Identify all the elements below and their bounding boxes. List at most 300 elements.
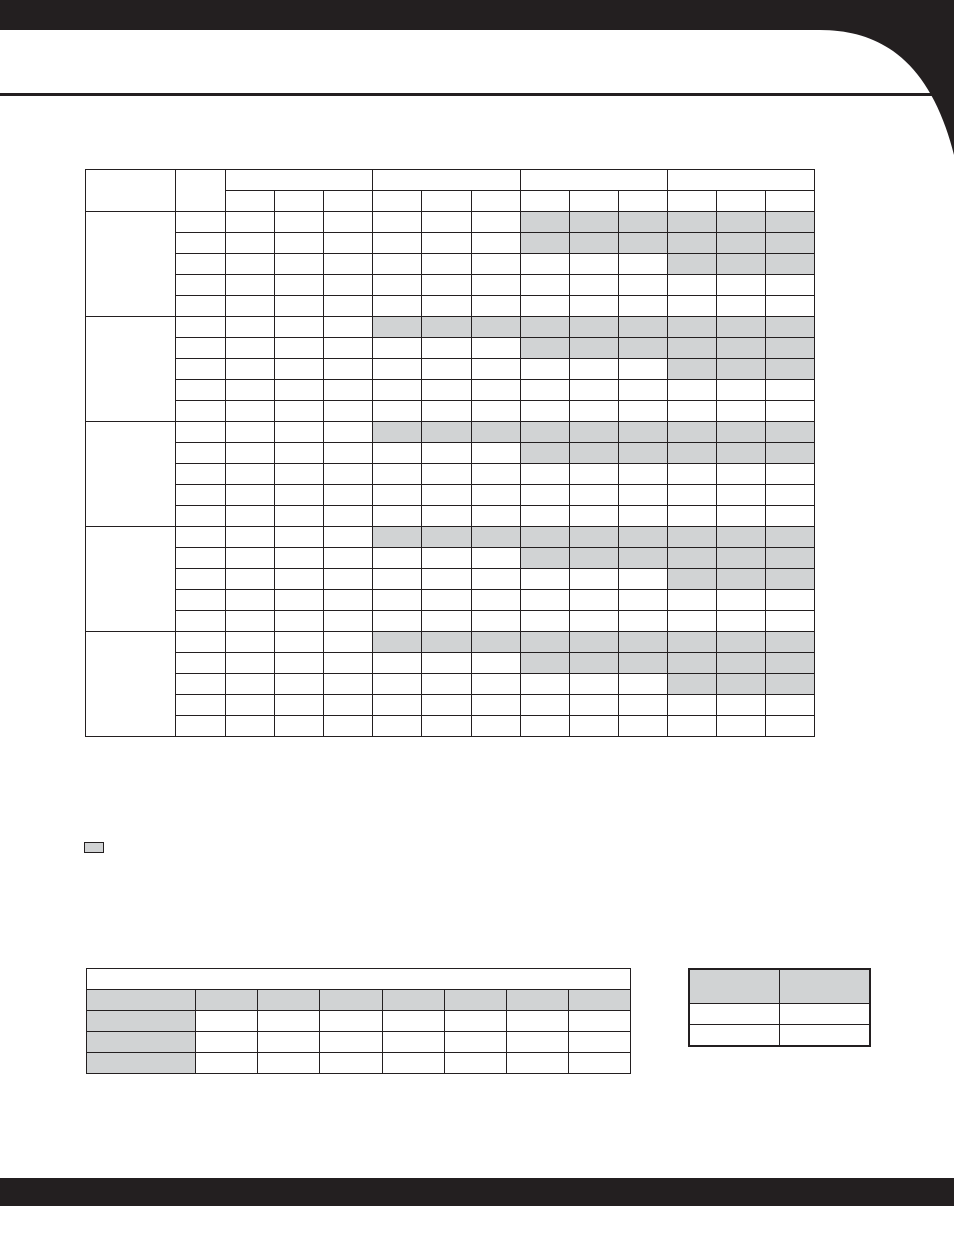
data-cell bbox=[373, 443, 422, 464]
table-row bbox=[86, 485, 815, 506]
br-header-cell bbox=[689, 969, 779, 1004]
data-cell bbox=[471, 359, 520, 380]
data-cell bbox=[275, 422, 324, 443]
data-cell bbox=[765, 695, 814, 716]
data-cell bbox=[422, 527, 471, 548]
data-cell bbox=[716, 275, 765, 296]
row-label-cell bbox=[176, 317, 226, 338]
column-group-header bbox=[667, 170, 814, 191]
data-cell bbox=[765, 527, 814, 548]
data-cell bbox=[422, 422, 471, 443]
data-cell bbox=[275, 674, 324, 695]
data-cell bbox=[520, 380, 569, 401]
row-label-cell bbox=[176, 359, 226, 380]
data-cell bbox=[324, 506, 373, 527]
data-cell bbox=[520, 716, 569, 737]
data-cell bbox=[226, 695, 275, 716]
data-cell bbox=[667, 674, 716, 695]
table-row bbox=[86, 464, 815, 485]
data-cell bbox=[520, 464, 569, 485]
data-cell bbox=[716, 674, 765, 695]
data-cell bbox=[275, 443, 324, 464]
table-row bbox=[86, 527, 815, 548]
data-cell bbox=[765, 590, 814, 611]
bl-data-cell bbox=[382, 1053, 444, 1074]
data-cell bbox=[471, 443, 520, 464]
data-cell bbox=[324, 296, 373, 317]
sub-column-header bbox=[520, 191, 569, 212]
data-cell bbox=[520, 422, 569, 443]
data-cell bbox=[373, 527, 422, 548]
br-data-cell bbox=[779, 1004, 870, 1025]
data-cell bbox=[520, 632, 569, 653]
data-cell bbox=[618, 443, 667, 464]
data-cell bbox=[422, 443, 471, 464]
data-cell bbox=[471, 380, 520, 401]
data-cell bbox=[716, 464, 765, 485]
data-cell bbox=[520, 338, 569, 359]
table-row bbox=[86, 569, 815, 590]
table-row bbox=[86, 380, 815, 401]
bl-header-cell bbox=[444, 990, 506, 1011]
row-label-cell bbox=[176, 548, 226, 569]
data-cell bbox=[667, 716, 716, 737]
data-cell bbox=[618, 464, 667, 485]
data-cell bbox=[667, 464, 716, 485]
br-header-row bbox=[689, 969, 870, 1004]
data-cell bbox=[226, 401, 275, 422]
data-cell bbox=[226, 569, 275, 590]
data-cell bbox=[618, 506, 667, 527]
data-cell bbox=[324, 254, 373, 275]
main-header-row bbox=[86, 170, 815, 191]
data-cell bbox=[569, 569, 618, 590]
table-row bbox=[86, 254, 815, 275]
data-cell bbox=[569, 716, 618, 737]
bl-data-cell bbox=[258, 1053, 320, 1074]
group-label-cell bbox=[86, 632, 176, 737]
header-rule bbox=[0, 93, 940, 96]
row-label-cell bbox=[176, 443, 226, 464]
table-row bbox=[86, 443, 815, 464]
data-cell bbox=[765, 296, 814, 317]
data-cell bbox=[569, 296, 618, 317]
data-cell bbox=[324, 653, 373, 674]
data-cell bbox=[765, 380, 814, 401]
sub-column-header bbox=[324, 191, 373, 212]
data-cell bbox=[716, 506, 765, 527]
bl-row-label bbox=[87, 1032, 196, 1053]
data-cell bbox=[324, 359, 373, 380]
sub-column-header bbox=[618, 191, 667, 212]
bl-row bbox=[87, 1032, 631, 1053]
data-cell bbox=[324, 674, 373, 695]
data-cell bbox=[667, 338, 716, 359]
table-row bbox=[86, 401, 815, 422]
data-cell bbox=[765, 233, 814, 254]
data-cell bbox=[275, 317, 324, 338]
data-cell bbox=[716, 338, 765, 359]
table-row bbox=[86, 422, 815, 443]
data-cell bbox=[667, 548, 716, 569]
data-cell bbox=[520, 548, 569, 569]
data-cell bbox=[226, 275, 275, 296]
data-cell bbox=[520, 254, 569, 275]
data-cell bbox=[324, 485, 373, 506]
data-cell bbox=[471, 674, 520, 695]
bl-header-cell bbox=[258, 990, 320, 1011]
data-cell bbox=[765, 275, 814, 296]
bl-header-cell bbox=[382, 990, 444, 1011]
header-label-cell bbox=[86, 170, 176, 212]
row-label-cell bbox=[176, 254, 226, 275]
data-cell bbox=[765, 569, 814, 590]
data-cell bbox=[618, 716, 667, 737]
data-cell bbox=[373, 611, 422, 632]
table-row bbox=[86, 611, 815, 632]
data-cell bbox=[373, 569, 422, 590]
data-cell bbox=[716, 401, 765, 422]
data-cell bbox=[765, 212, 814, 233]
data-cell bbox=[667, 380, 716, 401]
data-cell bbox=[471, 632, 520, 653]
data-cell bbox=[569, 275, 618, 296]
data-cell bbox=[520, 569, 569, 590]
data-cell bbox=[471, 296, 520, 317]
data-cell bbox=[275, 254, 324, 275]
bl-header-cell bbox=[568, 990, 630, 1011]
data-cell bbox=[226, 716, 275, 737]
data-cell bbox=[765, 443, 814, 464]
data-cell bbox=[667, 506, 716, 527]
data-cell bbox=[520, 590, 569, 611]
data-cell bbox=[324, 212, 373, 233]
row-label-cell bbox=[176, 422, 226, 443]
data-cell bbox=[422, 338, 471, 359]
br-data-cell bbox=[779, 1025, 870, 1047]
data-cell bbox=[569, 590, 618, 611]
table-row bbox=[86, 632, 815, 653]
data-cell bbox=[324, 548, 373, 569]
data-cell bbox=[569, 527, 618, 548]
data-cell bbox=[275, 401, 324, 422]
sub-column-header bbox=[667, 191, 716, 212]
data-cell bbox=[324, 611, 373, 632]
row-label-cell bbox=[176, 527, 226, 548]
data-cell bbox=[373, 653, 422, 674]
table-row bbox=[86, 296, 815, 317]
data-cell bbox=[520, 233, 569, 254]
data-cell bbox=[373, 506, 422, 527]
legend-swatch bbox=[84, 842, 104, 853]
data-cell bbox=[226, 485, 275, 506]
data-cell bbox=[275, 548, 324, 569]
data-cell bbox=[716, 653, 765, 674]
data-cell bbox=[618, 401, 667, 422]
data-cell bbox=[716, 359, 765, 380]
data-cell bbox=[471, 569, 520, 590]
data-cell bbox=[324, 632, 373, 653]
bl-title-cell bbox=[87, 969, 631, 990]
data-cell bbox=[373, 590, 422, 611]
bl-data-cell bbox=[444, 1053, 506, 1074]
group-label-cell bbox=[86, 527, 176, 632]
data-cell bbox=[618, 212, 667, 233]
data-cell bbox=[373, 548, 422, 569]
row-label-cell bbox=[176, 464, 226, 485]
data-cell bbox=[226, 254, 275, 275]
bl-data-cell bbox=[320, 1032, 382, 1053]
table-row bbox=[86, 695, 815, 716]
data-cell bbox=[520, 212, 569, 233]
data-cell bbox=[226, 422, 275, 443]
data-cell bbox=[569, 317, 618, 338]
data-cell bbox=[422, 296, 471, 317]
data-cell bbox=[471, 695, 520, 716]
row-label-cell bbox=[176, 338, 226, 359]
data-cell bbox=[324, 716, 373, 737]
bl-data-cell bbox=[258, 1032, 320, 1053]
bl-data-cell bbox=[196, 1053, 258, 1074]
data-cell bbox=[569, 443, 618, 464]
data-cell bbox=[324, 569, 373, 590]
data-cell bbox=[716, 632, 765, 653]
data-cell bbox=[275, 296, 324, 317]
data-cell bbox=[373, 695, 422, 716]
data-cell bbox=[569, 506, 618, 527]
data-cell bbox=[275, 527, 324, 548]
table-row bbox=[86, 275, 815, 296]
data-cell bbox=[765, 506, 814, 527]
data-cell bbox=[324, 443, 373, 464]
sub-column-header bbox=[422, 191, 471, 212]
data-cell bbox=[471, 611, 520, 632]
data-cell bbox=[618, 338, 667, 359]
data-cell bbox=[520, 275, 569, 296]
data-cell bbox=[471, 212, 520, 233]
data-cell bbox=[667, 296, 716, 317]
data-cell bbox=[569, 233, 618, 254]
data-cell bbox=[226, 212, 275, 233]
data-cell bbox=[422, 674, 471, 695]
data-cell bbox=[422, 233, 471, 254]
data-cell bbox=[226, 443, 275, 464]
data-cell bbox=[226, 632, 275, 653]
data-cell bbox=[275, 212, 324, 233]
row-label-cell bbox=[176, 485, 226, 506]
bl-data-cell bbox=[258, 1011, 320, 1032]
data-cell bbox=[422, 611, 471, 632]
br-data-cell bbox=[689, 1025, 779, 1047]
data-cell bbox=[324, 527, 373, 548]
data-cell bbox=[716, 527, 765, 548]
data-cell bbox=[667, 443, 716, 464]
column-group-header bbox=[226, 170, 373, 191]
data-cell bbox=[324, 380, 373, 401]
main-table bbox=[85, 169, 815, 737]
data-cell bbox=[765, 338, 814, 359]
data-cell bbox=[324, 590, 373, 611]
data-cell bbox=[422, 359, 471, 380]
data-cell bbox=[618, 695, 667, 716]
data-cell bbox=[324, 275, 373, 296]
data-cell bbox=[667, 317, 716, 338]
data-cell bbox=[716, 317, 765, 338]
data-cell bbox=[520, 506, 569, 527]
bl-data-cell bbox=[320, 1053, 382, 1074]
data-cell bbox=[765, 653, 814, 674]
bl-row bbox=[87, 1011, 631, 1032]
data-cell bbox=[569, 485, 618, 506]
data-cell bbox=[324, 338, 373, 359]
data-cell bbox=[275, 716, 324, 737]
data-cell bbox=[618, 422, 667, 443]
data-cell bbox=[667, 653, 716, 674]
data-cell bbox=[618, 674, 667, 695]
data-cell bbox=[569, 674, 618, 695]
data-cell bbox=[520, 317, 569, 338]
row-label-cell bbox=[176, 569, 226, 590]
bl-data-cell bbox=[506, 1032, 568, 1053]
data-cell bbox=[275, 611, 324, 632]
bl-data-cell bbox=[506, 1011, 568, 1032]
table-row bbox=[86, 548, 815, 569]
table-row bbox=[86, 590, 815, 611]
data-cell bbox=[324, 695, 373, 716]
data-cell bbox=[618, 296, 667, 317]
data-cell bbox=[226, 548, 275, 569]
data-cell bbox=[716, 380, 765, 401]
data-cell bbox=[471, 275, 520, 296]
data-cell bbox=[716, 212, 765, 233]
data-cell bbox=[765, 254, 814, 275]
data-cell bbox=[226, 359, 275, 380]
br-data-cell bbox=[689, 1004, 779, 1025]
data-cell bbox=[275, 380, 324, 401]
data-cell bbox=[471, 485, 520, 506]
data-cell bbox=[667, 611, 716, 632]
data-cell bbox=[324, 317, 373, 338]
data-cell bbox=[275, 653, 324, 674]
row-label-cell bbox=[176, 611, 226, 632]
data-cell bbox=[520, 485, 569, 506]
table-row bbox=[86, 716, 815, 737]
data-cell bbox=[618, 569, 667, 590]
data-cell bbox=[765, 611, 814, 632]
data-cell bbox=[569, 380, 618, 401]
bl-data-cell bbox=[444, 1011, 506, 1032]
data-cell bbox=[618, 275, 667, 296]
data-cell bbox=[471, 506, 520, 527]
data-cell bbox=[275, 632, 324, 653]
data-cell bbox=[324, 464, 373, 485]
bl-data-cell bbox=[568, 1011, 630, 1032]
data-cell bbox=[471, 527, 520, 548]
data-cell bbox=[373, 275, 422, 296]
data-cell bbox=[373, 317, 422, 338]
data-cell bbox=[422, 590, 471, 611]
data-cell bbox=[471, 653, 520, 674]
data-cell bbox=[226, 590, 275, 611]
bl-data-cell bbox=[320, 1011, 382, 1032]
data-cell bbox=[569, 359, 618, 380]
data-cell bbox=[422, 506, 471, 527]
bl-row bbox=[87, 1053, 631, 1074]
data-cell bbox=[618, 611, 667, 632]
data-cell bbox=[765, 716, 814, 737]
data-cell bbox=[324, 401, 373, 422]
data-cell bbox=[226, 506, 275, 527]
bl-header-cell bbox=[87, 990, 196, 1011]
data-cell bbox=[618, 233, 667, 254]
bl-data-cell bbox=[444, 1032, 506, 1053]
data-cell bbox=[716, 548, 765, 569]
data-cell bbox=[373, 401, 422, 422]
data-cell bbox=[716, 254, 765, 275]
sub-column-header bbox=[569, 191, 618, 212]
data-cell bbox=[765, 464, 814, 485]
data-cell bbox=[471, 422, 520, 443]
data-cell bbox=[275, 695, 324, 716]
data-cell bbox=[618, 380, 667, 401]
data-cell bbox=[716, 422, 765, 443]
data-cell bbox=[716, 590, 765, 611]
data-cell bbox=[716, 233, 765, 254]
bottom-left-table bbox=[86, 968, 631, 1074]
data-cell bbox=[765, 317, 814, 338]
data-cell bbox=[667, 401, 716, 422]
bl-row-label bbox=[87, 1011, 196, 1032]
data-cell bbox=[569, 212, 618, 233]
data-cell bbox=[226, 611, 275, 632]
data-cell bbox=[373, 254, 422, 275]
row-label-cell bbox=[176, 380, 226, 401]
data-cell bbox=[569, 338, 618, 359]
br-header-cell bbox=[779, 969, 870, 1004]
data-cell bbox=[667, 359, 716, 380]
data-cell bbox=[324, 422, 373, 443]
data-cell bbox=[422, 569, 471, 590]
data-cell bbox=[275, 359, 324, 380]
br-row bbox=[689, 1025, 870, 1047]
row-label-cell bbox=[176, 233, 226, 254]
group-label-cell bbox=[86, 212, 176, 317]
bl-data-cell bbox=[568, 1053, 630, 1074]
bl-data-cell bbox=[382, 1011, 444, 1032]
data-cell bbox=[373, 716, 422, 737]
data-cell bbox=[716, 716, 765, 737]
data-cell bbox=[422, 317, 471, 338]
table-row bbox=[86, 338, 815, 359]
data-cell bbox=[471, 464, 520, 485]
data-cell bbox=[569, 653, 618, 674]
data-cell bbox=[275, 485, 324, 506]
data-cell bbox=[226, 653, 275, 674]
row-label-cell bbox=[176, 653, 226, 674]
data-cell bbox=[618, 653, 667, 674]
data-cell bbox=[226, 527, 275, 548]
bl-header-cell bbox=[320, 990, 382, 1011]
table-row bbox=[86, 233, 815, 254]
bl-data-cell bbox=[196, 1011, 258, 1032]
data-cell bbox=[373, 380, 422, 401]
data-cell bbox=[520, 527, 569, 548]
data-cell bbox=[275, 506, 324, 527]
data-cell bbox=[765, 674, 814, 695]
data-cell bbox=[324, 233, 373, 254]
data-cell bbox=[373, 632, 422, 653]
row-label-cell bbox=[176, 506, 226, 527]
